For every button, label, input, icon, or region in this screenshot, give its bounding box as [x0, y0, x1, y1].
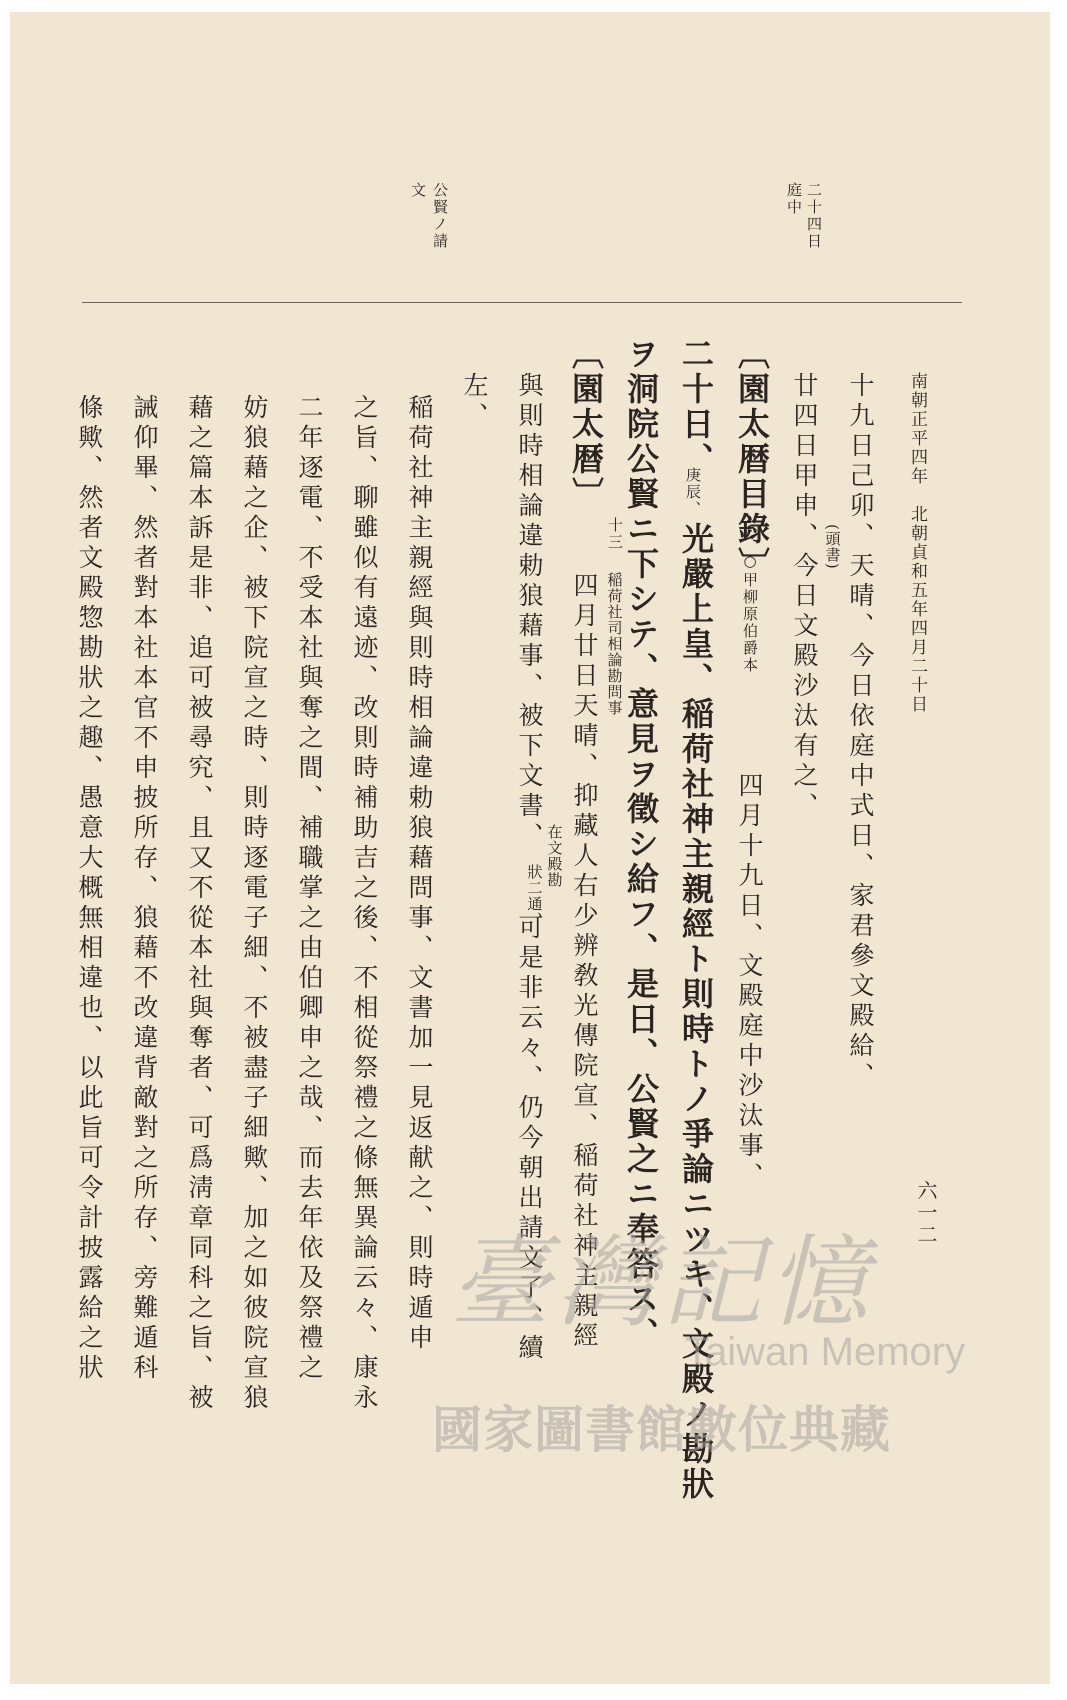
entry-heading: 光嚴上皇、稲荷社神主親經ト則時トノ爭論ニツキ、文殿ノ勘狀 [677, 522, 715, 1502]
document-line: 二年逐電、不受本社與奪之間、補職掌之由伯卿申之哉、而去年依及祭禮之 [295, 394, 324, 1384]
margin-note-label: 庭中 [785, 182, 803, 216]
text-line: 四月廿日天晴、抑藏人右少辨敎光傳院宣、稲荷社神主親經 [570, 572, 599, 1352]
inline-note: 狀二通、 [525, 864, 544, 928]
watermark-english: Taiwan Memory [685, 1330, 966, 1374]
header-rule [82, 302, 962, 303]
text-line: 可是非云々、仍今朝出請文了、續 [515, 914, 544, 1364]
margin-note-document: 文 [409, 182, 427, 199]
document-line: 妨狼藉之企、被下院宣之時、則時逐電子細、不被盡子細歟、加之如彼院宣狼 [240, 394, 269, 1414]
document-line: 條歟、然者文殿惣勘狀之趣、愚意大概無相違也、以此旨可令計披露給之狀 [75, 394, 104, 1384]
running-head: 南朝正平四年 北朝貞和五年四月二十日 [907, 372, 927, 714]
page-number: 六一二 [914, 1180, 938, 1246]
text-line: 左、 [460, 372, 489, 432]
entry-cyclical-day: 庚辰、 [684, 467, 702, 518]
volume-number: 十三 [606, 517, 624, 551]
document-line: 藉之篇本訴是非、追可被尋究、且又不從本社與奪者、可爲淸章同科之旨、被 [185, 394, 214, 1414]
document-line: 之旨、聊雖似有遠迹、改則時補助吉之後、不相從祭禮之條無異論云々、康永 [350, 394, 379, 1414]
source-edition-note: ○甲柳原伯爵本 [741, 552, 759, 674]
book-page [10, 12, 1050, 1684]
margin-note-request: 公賢ノ請 [431, 182, 449, 250]
watermark-calligraphy: 臺灣記憶 [450, 1224, 874, 1341]
source-heading: 〔園太暦〕 [567, 337, 605, 512]
document-line: 稲荷社神主親經與則時相論違勅狼藉問事、文書加一見返献之、則時遁申 [405, 394, 434, 1354]
entry-heading-continued: ヲ洞院公賢ニ下シテ、意見ヲ徵シ給フ、是日、公賢之ニ奉答ス、 [622, 337, 660, 1352]
text-line: 十九日己卯、天晴、今日依庭中式日、家君參文殿給、 [846, 372, 875, 1092]
document-line: 誡仰畢、然者對本社本官不申披所存、狼藉不改違背敵對之所存、旁難遁科 [130, 394, 159, 1384]
text-line: 與則時相論違勅狼藉事、被下文書、 [515, 372, 544, 852]
inline-note: 在文殿勘 [545, 824, 564, 888]
margin-note-date: 二十四日 [805, 182, 823, 250]
entry-date: 二十日、 [677, 337, 715, 477]
source-heading: 〔園太暦目錄〕 [733, 337, 771, 582]
text-line: 四月十九日、文殿庭中沙汰事、 [735, 772, 764, 1192]
headnote-marker: (頭書) [823, 524, 842, 570]
text-line: 廿四日甲申、今日文殿沙汰有之、 [790, 372, 819, 822]
watermark-institution: 國家圖書館數位典藏 [432, 1401, 891, 1459]
subject-note: 稲荷社司相論勘問事 [605, 572, 624, 716]
